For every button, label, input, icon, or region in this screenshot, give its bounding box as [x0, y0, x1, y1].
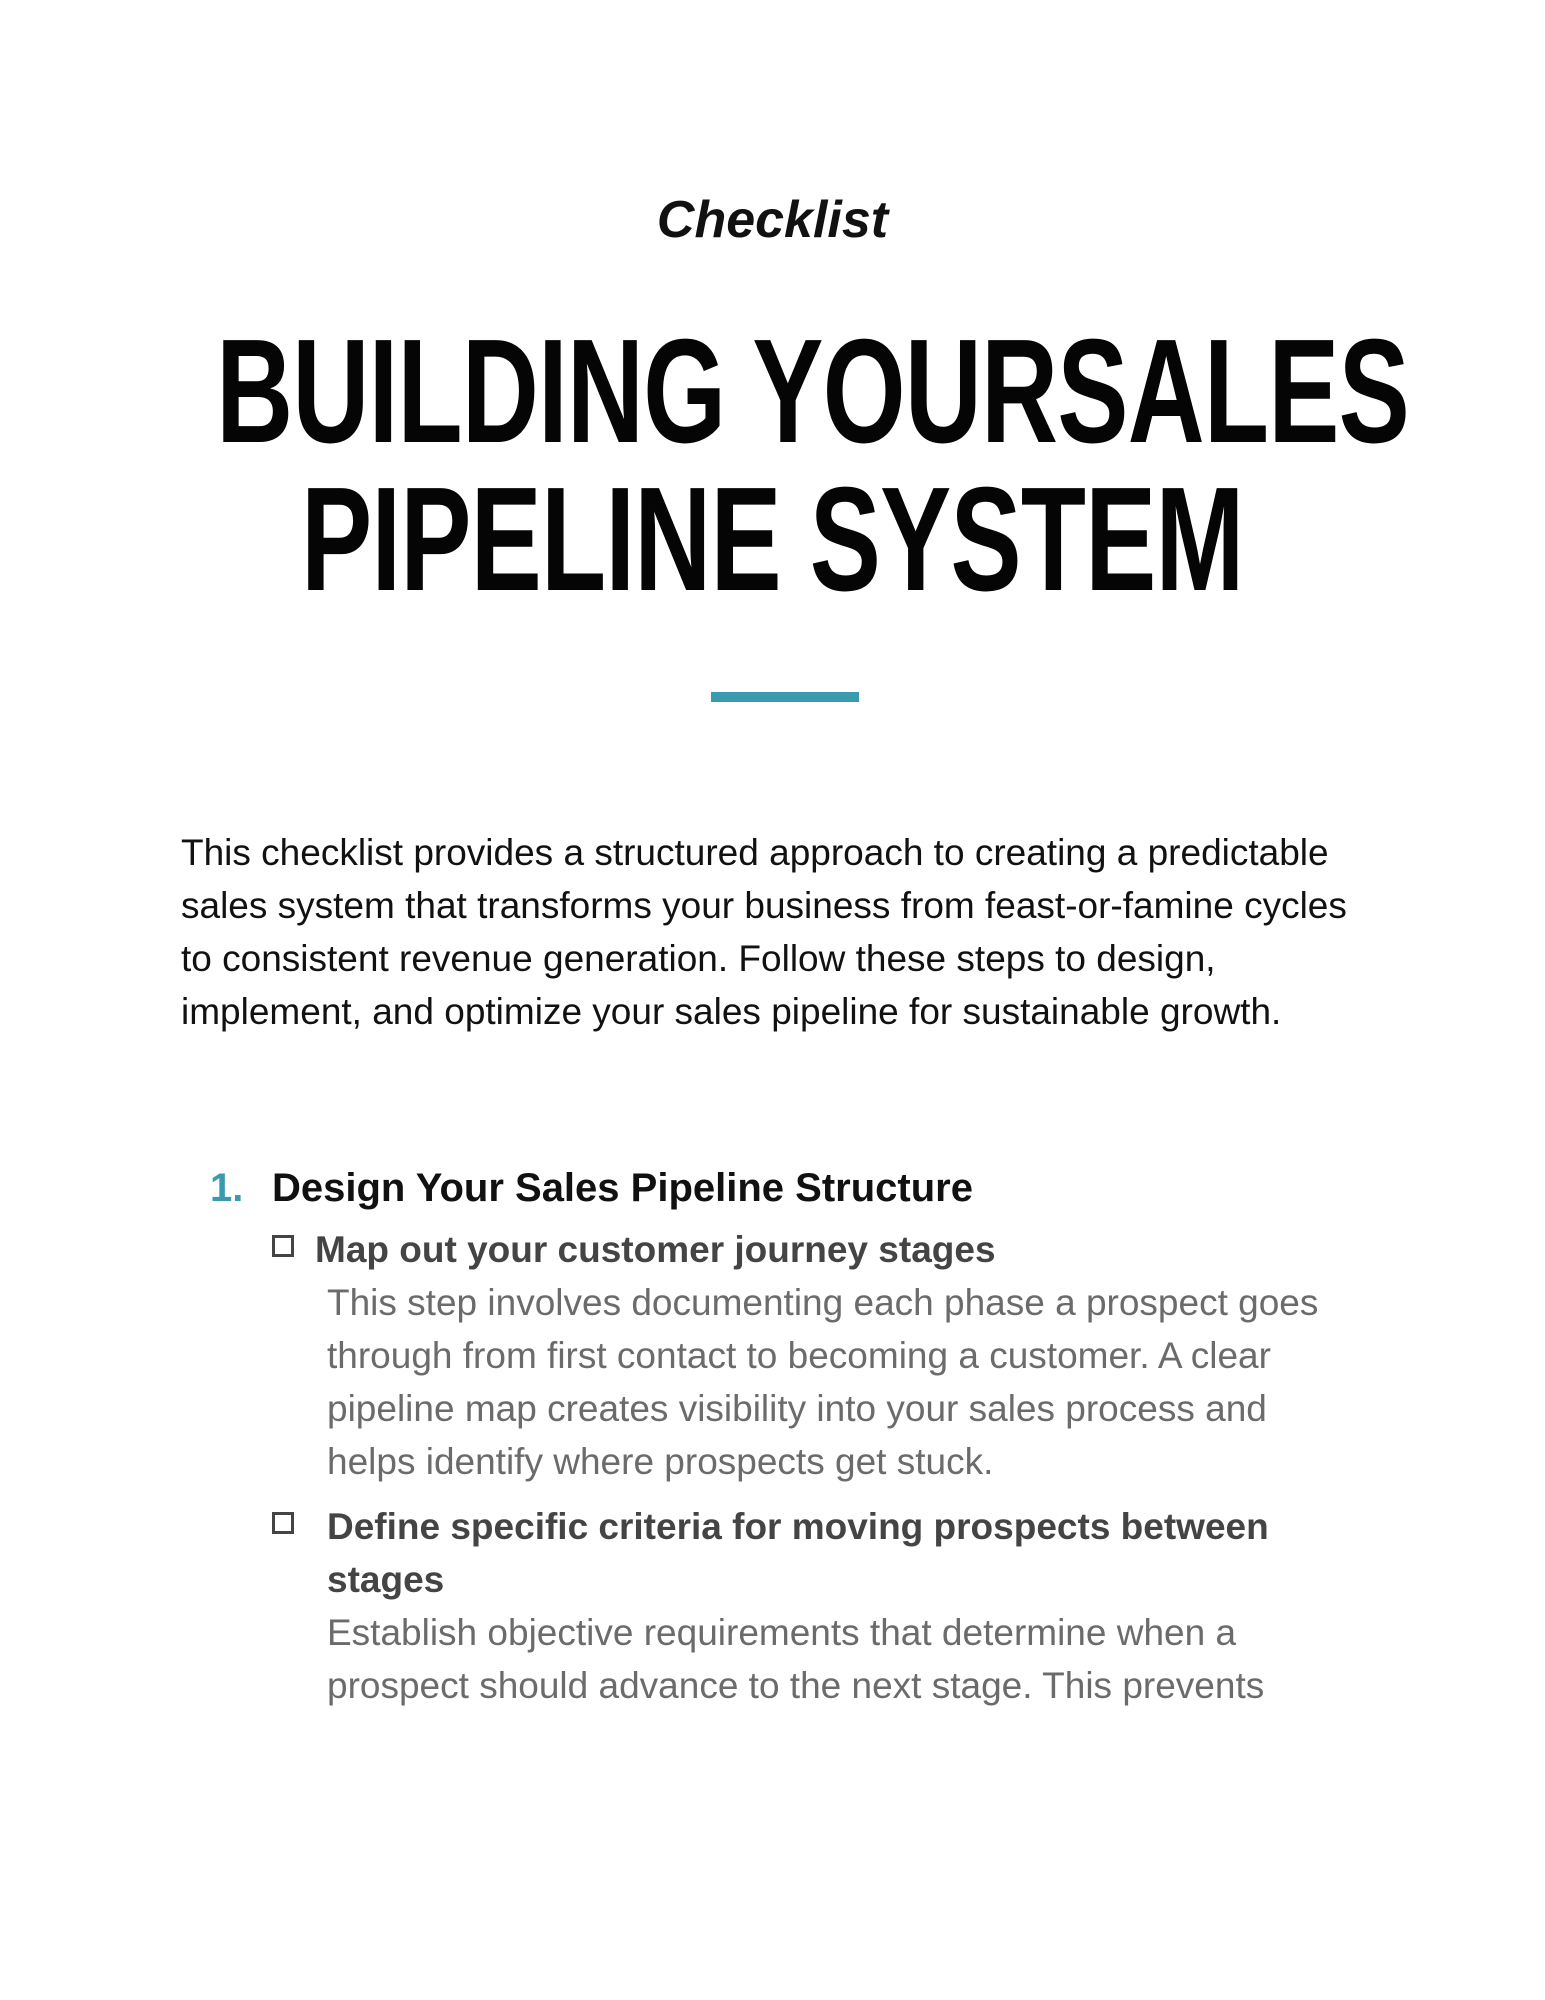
- checklist-item-description: Establish objective requirements that determine when a prospect should advance to the next stage. This prevents: [327, 1612, 1265, 1706]
- checkbox-icon[interactable]: [272, 1235, 294, 1257]
- intro-paragraph: This checklist provides a structured approach to creating a predictable sales system that transforms your business from feast-or-famine cycles to consistent revenue generation. Follow these steps to design, implement, and optimize your sales pipeline for sustainable growth.: [181, 832, 1347, 1032]
- document-title-line-1: BUILDING YOURSALES: [216, 309, 1410, 474]
- checklist-item-title: Define specific criteria for moving prospects between stages: [327, 1506, 1269, 1600]
- document-title-line-2: PIPELINE SYSTEM: [301, 457, 1244, 622]
- checkbox-icon[interactable]: [272, 1512, 294, 1534]
- checklist-item-description: This step involves documenting each phase a prospect goes through from first contact to becoming a customer. A clear pipeline map creates visibility into your sales process and helps identify where prospects get stuck.: [327, 1282, 1319, 1482]
- checklist-items: [272, 1223, 1360, 1712]
- section-heading: [210, 1166, 1360, 1211]
- section-title: Design Your Sales Pipeline Structure: [272, 1166, 973, 1210]
- checklist-item: [272, 1223, 1360, 1488]
- document-kicker: Checklist: [656, 191, 889, 249]
- section-number: 1.: [210, 1166, 244, 1210]
- checklist-item: [272, 1500, 1360, 1712]
- document-title: [216, 309, 1410, 622]
- checklist-section: [210, 1166, 1360, 1724]
- checklist-item-title: Map out your customer journey stages: [315, 1229, 996, 1270]
- title-divider: [711, 692, 859, 702]
